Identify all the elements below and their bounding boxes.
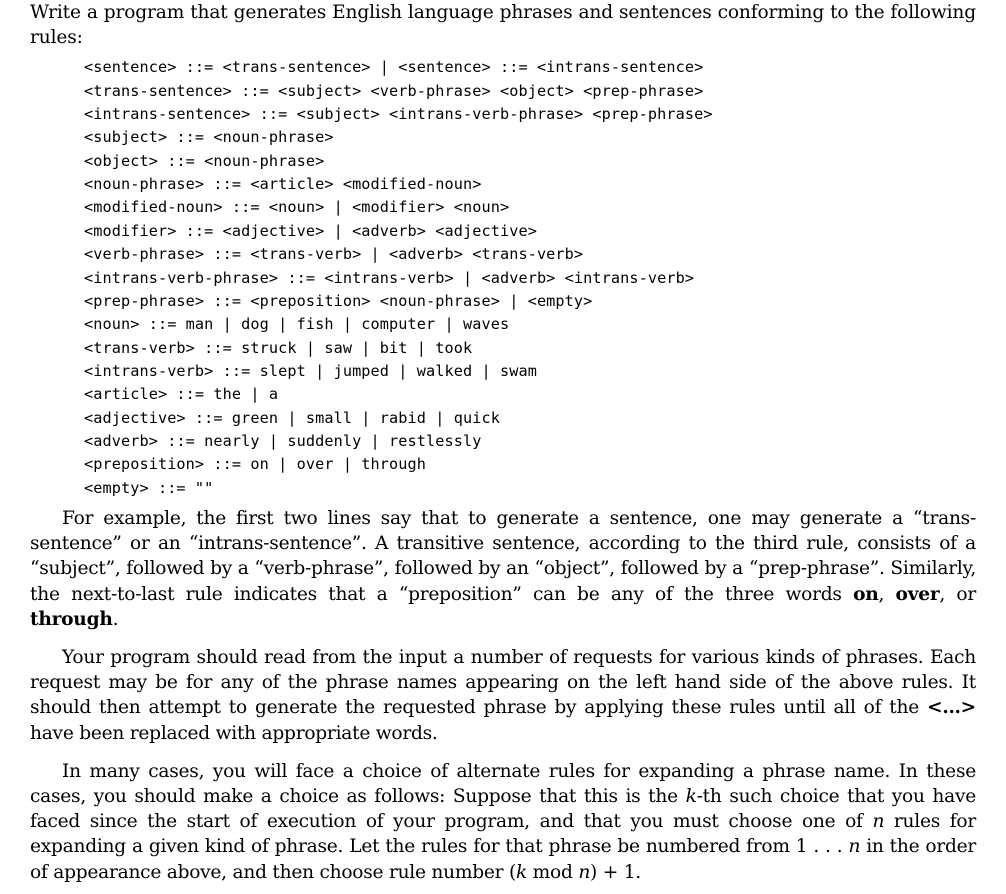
separator: , or (939, 583, 977, 605)
grammar-rule: <empty> ::= "" (84, 478, 214, 497)
math-n: n (872, 811, 885, 833)
requests-paragraph (30, 645, 976, 746)
math-n: n (848, 836, 861, 858)
grammar-rule: <subject> ::= <noun-phrase> (84, 128, 334, 147)
grammar-rule: <intrans-verb> ::= slept | jumped | walked | swam (84, 361, 537, 380)
preposition-on: on (853, 583, 879, 605)
example-text: For example, the first two lines say that to generate a sentence, one may generate a “trans-sentence” or an “intrans-sentence”. A transitive sentence, according to the third rule, consists of a “subject”, followed by a “verb-phrase”, followed by an “object”, followed by a “prep-phrase”. Similarly, the next-to-last rule indicates that a “preposition” can be any of the three words (30, 507, 976, 605)
example-paragraph (30, 506, 976, 632)
choice-text: -th such choice that you have faced since the start of execution of your program, and that you must choose one of (30, 785, 976, 833)
grammar-rule: <trans-sentence> ::= <subject> <verb-phrase> <object> <prep-phrase> (84, 81, 704, 100)
period: . (112, 608, 119, 630)
choice-text: In many cases, you will face a choice of alternate rules for expanding a phrase name. In these cases, you should make a choice as follows: Suppose that this is the (30, 760, 976, 807)
grammar-rule: <modifier> ::= <adjective> | <adverb> <adjective> (84, 221, 537, 240)
problem-statement (30, 0, 976, 885)
choice-rule-paragraph (30, 759, 976, 885)
preposition-over: over (895, 583, 940, 605)
placeholder-token: <…> (926, 697, 976, 719)
math-k: k (685, 785, 697, 807)
grammar-rule: <object> ::= <noun-phrase> (84, 151, 325, 170)
choice-text: rules for expanding a given kind of phrase. Let the rules for that phrase be numbered from 1 . . . (30, 811, 976, 858)
grammar-rule: <adverb> ::= nearly | suddenly | restlessly (84, 431, 482, 450)
grammar-rule: <modified-noun> ::= <noun> | <modifier> <noun> (84, 198, 510, 217)
grammar-rule: <adjective> ::= green | small | rabid | quick (84, 408, 500, 427)
grammar-rule: <preposition> ::= on | over | through (84, 455, 427, 474)
grammar-rule: <noun-phrase> ::= <article> <modified-noun> (84, 175, 482, 194)
grammar-rule: <intrans-sentence> ::= <subject> <intrans-verb-phrase> <prep-phrase> (84, 105, 713, 124)
grammar-rules-list (84, 56, 976, 500)
grammar-rule: <prep-phrase> ::= <preposition> <noun-phrase> | <empty> (84, 291, 593, 310)
choice-text: in the order of appearance above, and then choose rule number ( (30, 836, 977, 883)
grammar-rule: <intrans-verb-phrase> ::= <intrans-verb> | <adverb> <intrans-verb> (84, 268, 695, 287)
requests-text: Your program should read from the input a number of requests for various kinds of phrases. Each request may be for any of the phrase names appearing on the left hand side of the above rules. It should then attempt to generate the requested phrase by applying these rules until all of the (30, 646, 976, 719)
grammar-rule: <noun> ::= man | dog | fish | computer | waves (84, 315, 510, 334)
grammar-rule: <article> ::= the | a (84, 385, 279, 404)
intro-paragraph: Write a program that generates English language phrases and sentences conforming to the following rules: (30, 2, 976, 49)
requests-text-end: have been replaced with appropriate words. (30, 722, 438, 744)
math-k: k (515, 861, 527, 883)
separator: , (878, 583, 896, 605)
grammar-rule: <verb-phrase> ::= <trans-verb> | <adverb> <trans-verb> (84, 245, 584, 264)
grammar-rule: <trans-verb> ::= struck | saw | bit | took (84, 338, 473, 357)
choice-text: mod (527, 861, 579, 883)
grammar-rule: <sentence> ::= <trans-sentence> | <sentence> ::= <intrans-sentence> (84, 58, 704, 77)
preposition-through: through (30, 608, 113, 630)
math-n: n (578, 861, 591, 883)
choice-text: ) + 1. (590, 861, 641, 883)
